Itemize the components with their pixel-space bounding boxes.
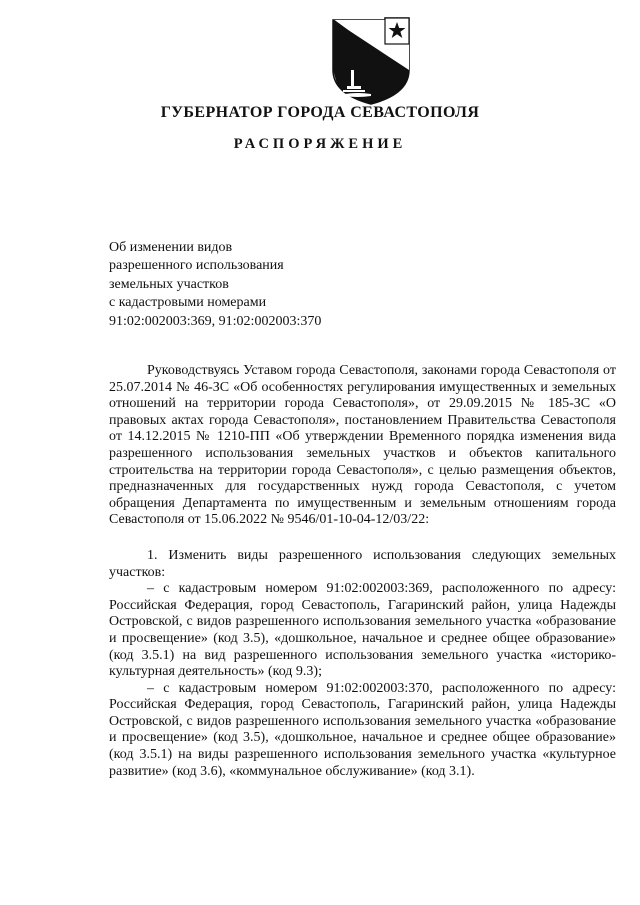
subject-line: с кадастровыми номерами [109, 295, 267, 311]
subject-line: Об изменении видов [109, 240, 233, 255]
preamble-paragraph: Руководствуясь Уставом города Севастополя, законами города Севастополя от 25.07.2014 № 46-ЗС «Об особенностях регулирования имущественных и земельных отношений на территории города Севастополя», от 29.09.2015 № 185-ЗС «О правовых актах города Севастополя», постановлением Правительства Севастополя от 14.12.2015 № 1210-ПП «Об утверждении Временного порядка изменения вида разрешенного использования земельных участков и объектов капитального строительства на территории города Севастополя», с целью размещения объектов, предназначенных для государственных нужд города Севастополя, с учетом обращения Департамента по имущественным и земельным отношениям города Севастополя от 15.06.2022 № 9546/01-10-04-12/03/22: [109, 363, 616, 528]
subject-line: разрешенного использования [109, 258, 284, 274]
document-subject [109, 239, 321, 331]
item-1-paragraph: 1. Изменить виды разрешенного использования следующих земельных участков: [109, 547, 616, 580]
document-body [109, 363, 616, 780]
document-type: РАСПОРЯЖЕНИЕ [233, 136, 407, 152]
subject-line: 91:02:002003:369, 91:02:002003:370 [109, 313, 322, 329]
bullet-paragraph: – с кадастровым номером 91:02:002003:369, расположенного по адресу: Российская Федерация, город Севастополь, Гагаринский район, улица Надежды Островской, с видов разрешенного использования земельного участка «образование и просвещение» (код 3.5), «дошкольное, начальное и среднее общее образование» (код 3.5.1) на вид разрешенного использования земельного участка «историко-культурная деятельность» (код 9.3); [109, 581, 616, 680]
org-title: ГУБЕРНАТОР ГОРОДА СЕВАСТОПОЛЯ [160, 104, 480, 121]
subject-line: земельных участков [109, 276, 229, 292]
sevastopol-coat-of-arms-icon [327, 14, 415, 106]
bullet-paragraph: – с кадастровым номером 91:02:002003:370, расположенного по адресу: Российская Федерация, город Севастополь, Гагаринский район, улица Надежды Островской, с видов разрешенного использования земельного участка «образование и просвещение» (код 3.5), «дошкольное, начальное и среднее общее образование» (код 3.5.1) на виды разрешенного использования земельного участка «культурное развитие» (код 3.6), «коммунальное обслуживание» (код 3.1). [109, 680, 616, 779]
